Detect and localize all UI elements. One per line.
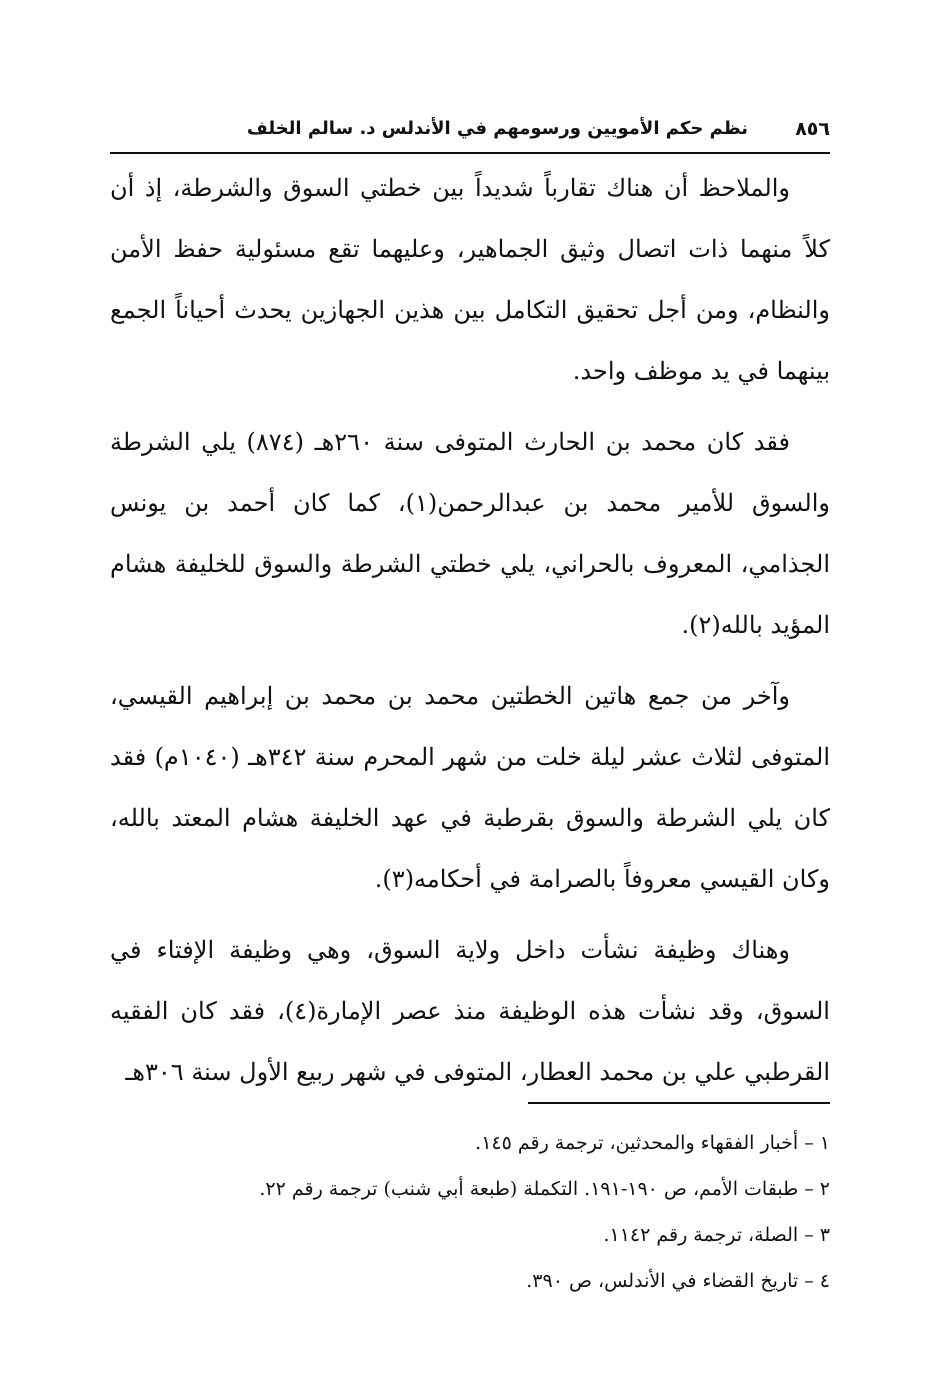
- footnote: ٣ – الصلة، ترجمة رقم ١١٤٢.: [603, 1224, 830, 1246]
- running-header: [110, 112, 830, 154]
- page-number: ٨٥٦: [795, 118, 830, 140]
- paragraph: والملاحظ أن هناك تقارباً شديداً بين خطتي السوق والشرطة، إذ أن كلاً منهما ذات اتصال وثيق الجماهير، وعليهما تقع مسئولية حفظ الأمن والنظام، ومن أجل تحقيق التكامل بين هذين الجهازين يحدث أحياناً الجمع بينهما في يد موظف واحد.: [110, 174, 830, 385]
- paragraph: وهناك وظيفة نشأت داخل ولاية السوق، وهي وظيفة الإفتاء في السوق، وقد نشأت هذه الوظيفة منذ عصر الإمارة(٤)، فقد كان الفقيه القرطبي علي بن محمد العطار، المتوفى في شهر ربيع الأول سنة ٣٠٦هـ: [110, 936, 830, 1086]
- footnotes: [110, 1120, 830, 1304]
- footnote: ٢ – طبقات الأمم، ص ١٩٠-١٩١. التكملة (طبعة أبي شنب) ترجمة رقم ٢٢.: [259, 1178, 830, 1200]
- paragraph: فقد كان محمد بن الحارث المتوفى سنة ٢٦٠هـ (٨٧٤) يلي الشرطة والسوق للأمير محمد بن عبدالرحمن(١)، كما كان أحمد بن يونس الجذامي، المعروف بالحراني، يلي خطتي الشرطة والسوق للخليفة هشام المؤيد بالله(٢).: [110, 428, 831, 639]
- footnote-separator: [528, 1102, 830, 1104]
- main-text: [110, 158, 830, 1113]
- running-title: نظم حكم الأمويين ورسومهم في الأندلس د. سالم الخلف: [246, 118, 748, 139]
- footnote: ١ – أخبار الفقهاء والمحدثين، ترجمة رقم ١٤٥.: [475, 1132, 830, 1154]
- paragraph: وآخر من جمع هاتين الخطتين محمد بن محمد بن إبراهيم القيسي، المتوفى لثلاث عشر ليلة خلت من شهر المحرم سنة ٣٤٢هـ (١٠٤٠م) فقد كان يلي الشرطة والسوق بقرطبة في عهد الخليفة هشام المعتد بالله، وكان القيسي معروفاً بالصرامة في أحكامه(٣).: [110, 682, 831, 893]
- footnote: ٤ – تاريخ القضاء في الأندلس، ص ٣٩٠.: [526, 1270, 830, 1292]
